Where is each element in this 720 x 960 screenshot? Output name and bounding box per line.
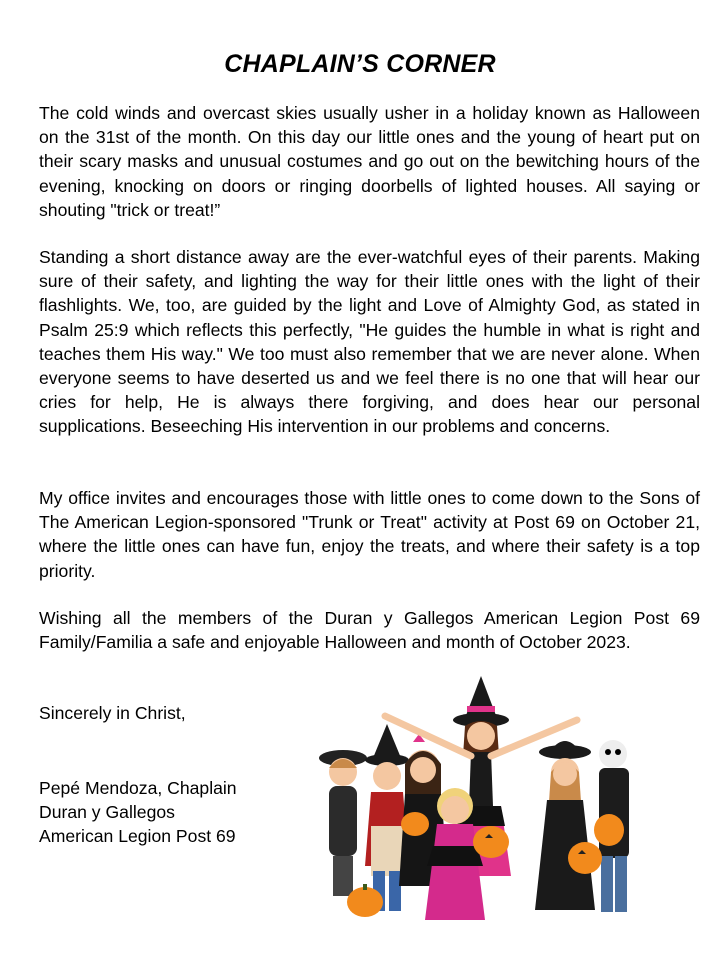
signature-name: Pepé Mendoza, Chaplain bbox=[39, 778, 237, 798]
halloween-kids-image bbox=[315, 676, 645, 920]
signature-post: American Legion Post 69 bbox=[39, 826, 236, 847]
child-left bbox=[319, 750, 367, 896]
child-right bbox=[535, 741, 595, 910]
page-title: CHAPLAIN’S CORNER bbox=[224, 50, 496, 78]
paragraph-trunk-or-treat: My office invites and encourages those with little ones to come down to the Sons of The American Legion-sponsored "Trunk or Treat" activity at Post 69 on October 21, where the little ones can have fun, enjoy the treats, and where their safety is a top priority. bbox=[39, 488, 700, 581]
paragraph-intro: The cold winds and overcast skies usually usher in a holiday known as Halloween on the 31st of the month. On this day our little ones and the young of heart put on their scary masks and unusual costumes and go out on the bewitching hours of the evening, knocking on doors or ringing doorbells of lighted houses. All saying or shouting "trick or treat!” bbox=[39, 103, 700, 220]
paragraph-wishes: Wishing all the members of the Duran y Gallegos American Legion Post 69 Family/Familia a safe and enjoyable Halloween and month of October 2023. bbox=[39, 608, 700, 653]
signature-org: Duran y Gallegos bbox=[39, 802, 175, 823]
closing-line: Sincerely in Christ, bbox=[39, 703, 186, 723]
signature-block bbox=[39, 776, 237, 849]
paragraph-guidance: Standing a short distance away are the ever-watchful eyes of their parents. Making sure of their safety, and lighting the way for their little ones with the light of their flashlights. We, too, are guided by the light and Love of Almighty God, as stated in Psalm 25:9 which reflects this perfectly, "He guides the humble in what is right and teaches them His way." We too must also remember that we are never alone. When everyone seems to have deserted us and we feel there is no one that will hear our cries for help, He is always there forgiving, and does hear our personal supplications. Beseeching His intervention in our problems and concerns. bbox=[39, 247, 700, 437]
